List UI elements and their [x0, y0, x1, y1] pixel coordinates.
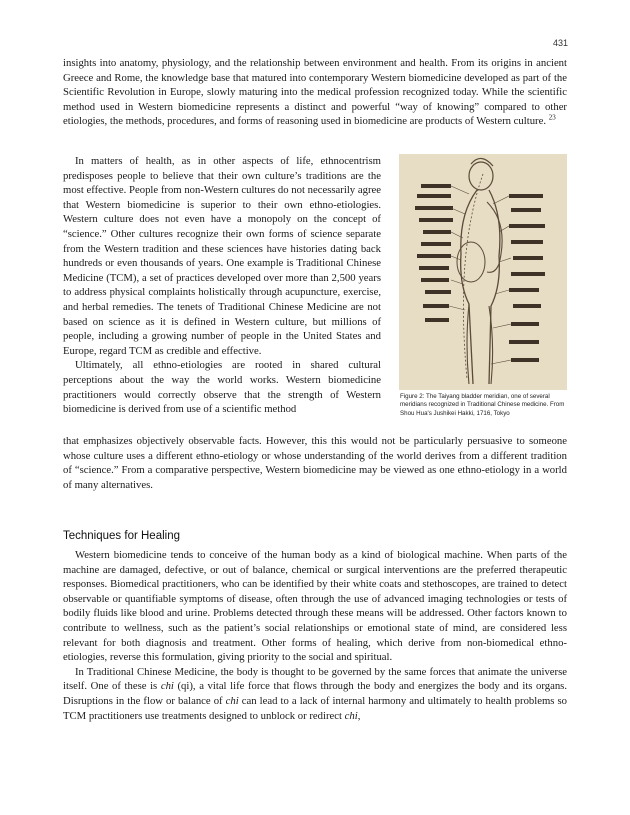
- page-number: 431: [552, 38, 568, 48]
- healing-paragraph-1: Western biomedicine tends to conceive of the human body as a kind of biological machine. When parts of the machine are damaged, defective, or out of balance, chemical or surgical interventions are the preferred therapeutic responses. Biomedical practitioners, who can be identified by their white coats and stethoscopes, are trained to detect observable or quantifiable symptoms of disease, often through the use of advanced imaging technologies or tests of bodily fluids like blood and urine. Problems detected through these means will be addressed. Other factors known to contribute to wellness, such as the patient’s social relationships or emotional state of mind, are considered less relevant for both diagnosis and treatment. Other forms of healing, which derive from non-biomedical ethno-etiologies, reverse this formulation, giving priority to the social and spiritual.: [63, 549, 567, 664]
- ultimately-paragraph-continued: [63, 434, 567, 492]
- intro-paragraph: [63, 56, 567, 129]
- ethnocentrism-paragraph: In matters of health, as in other aspects of life, ethnocentrism predisposes people to believe that their own culture’s traditions are the most effective. People from non-Western cultures do not necessarily agree that Western biomedicine is superior to their own ethno-etiologies. Western culture does not even have a monopoly on the concept of “science.” Other cultures recognize their own forms of science separate from the Western tradition and these sciences have histories dating back hundreds or even thousands of years. One example is Traditional Chinese Medicine (TCM), a set of practices developed over more than 2,500 years to address physical complaints holistically through acupuncture, exercise, and herbal remedies. The tenets of Traditional Chinese Medicine are not based on science as it is defined in Western culture, but millions of people, including a growing number of people in the United States and Europe, regard TCM as credible and effective.: [63, 155, 381, 357]
- footnote-marker: 23: [548, 113, 556, 122]
- term-chi-1: chi: [160, 680, 174, 693]
- healing-section-body: [63, 548, 567, 723]
- wrapped-column: [63, 154, 381, 417]
- section-heading: Techniques for Healing: [63, 530, 180, 542]
- healing-p2-tail: ,: [357, 709, 361, 722]
- term-chi-3: chi: [344, 709, 358, 722]
- intro-text: insights into anatomy, physiology, and the relationship between environment and health. From its origins in ancient Greece and Rome, the knowledge base that matured into contemporary Western biomedicine developed as part of the Scientific Revolution in Europe, slowly maturing into the medical profession recognized today. While the scientific method used in Western biomedicine represents a distinct and powerful “way of knowing” compared to other etiologies, the methods, procedures, and forms of reasoning used in biomedicine are products of Western culture.: [63, 57, 567, 128]
- healing-p2-lead: In Traditional Chinese Medicine, the body is thought to be governed by the same forces that animate the universe itself. One of these is: [63, 665, 567, 693]
- meridian-illustration: [399, 154, 567, 390]
- healing-p2-mid1: (qi), a vital life force that flows through the body and energizes the body and its organs. Disruptions in the flow or balance of: [63, 680, 568, 707]
- ultimately-paragraph-end: that emphasizes objectively observable facts. However, this this would not be particularly persuasive to someone whose culture uses a different ethno-etiology or whose understanding of the world derives from a different tradition of “science.” From a comparative perspective, Western biomedicine may be viewed as one ethno-etiology in a world of many alternatives.: [63, 435, 567, 491]
- ultimately-paragraph-start: Ultimately, all ethno-etiologies are rooted in shared cultural perceptions about the way the world works. Western biomedicine practitioners would correctly observe that the strength of Western biomedicine is derived from use of a scientific method: [63, 359, 381, 416]
- figure-caption: Figure 2: The Taiyang bladder meridian, one of several meridians recognized in Traditional Chinese medicine. From Shou Hua's Jushikei Hakki, 1716, Tokyo: [400, 393, 565, 417]
- healing-p2-mid2: can lead to a lack of internal harmony and ultimately to health problems so TCM practitioners use treatments designed to unblock or redirect: [63, 694, 568, 722]
- meridian-figure: [399, 154, 567, 390]
- term-chi-2: chi: [225, 694, 239, 707]
- healing-paragraph-2: [63, 665, 567, 723]
